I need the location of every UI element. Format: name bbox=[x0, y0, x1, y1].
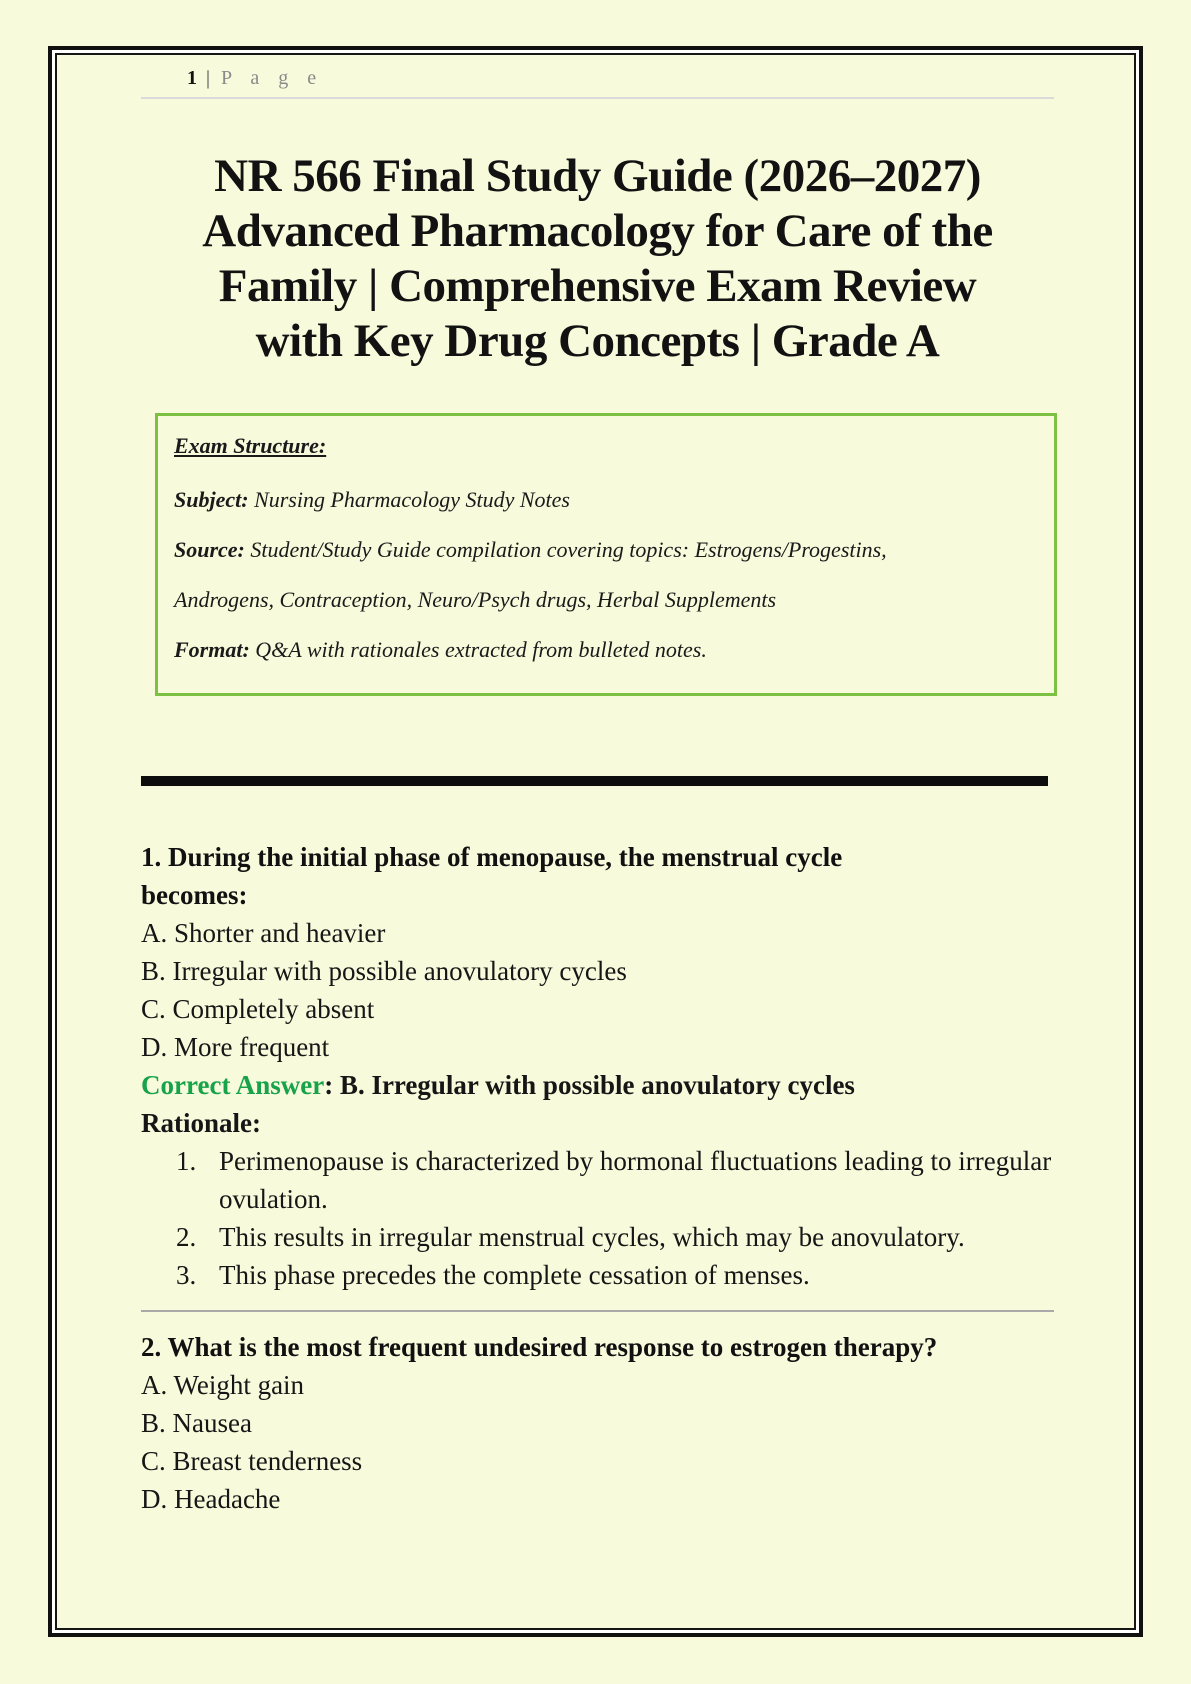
source-text-line-1: Student/Study Guide compilation covering topics: Estrogens/Progestins, bbox=[244, 537, 887, 562]
page-title-line-2: Advanced Pharmacology for Care of the bbox=[202, 205, 993, 257]
question-2-option-b: B. Nausea bbox=[141, 1408, 252, 1438]
exam-structure-box bbox=[155, 413, 1057, 696]
question-1-heading-line-2: becomes: bbox=[141, 880, 248, 910]
page-title bbox=[141, 149, 1054, 369]
question-2-heading: 2. What is the most frequent undesired response to estrogen therapy? bbox=[141, 1332, 938, 1362]
rationale-item-1: 1. Perimenopause is characterized by hormonal fluctuations leading to irregular ovulation. bbox=[203, 1142, 1054, 1218]
question-1-option-d: D. More frequent bbox=[141, 1032, 330, 1062]
subject-label: Subject: bbox=[174, 487, 249, 512]
format-label: Format: bbox=[174, 637, 250, 662]
thick-section-rule bbox=[141, 776, 1048, 786]
source-text-line-2: Androgens, Contraception, Neuro/Psych drugs, Herbal Supplements bbox=[174, 587, 777, 612]
page-frame-inner bbox=[55, 53, 1136, 1630]
question-divider bbox=[141, 1310, 1054, 1312]
page-header-separator: | bbox=[206, 67, 211, 89]
source-label: Source: bbox=[174, 537, 245, 562]
rationale-item-3: 3. This phase precedes the complete cessation of menses. bbox=[203, 1256, 1054, 1294]
exam-structure-format bbox=[174, 625, 1034, 675]
page-header bbox=[141, 67, 1054, 99]
question-1 bbox=[141, 838, 1054, 1294]
question-1-rationale-list bbox=[141, 1142, 1054, 1294]
exam-structure-source-line-1 bbox=[174, 525, 1034, 575]
question-1-rationale-heading: Rationale: bbox=[141, 1108, 261, 1138]
correct-answer-text: : B. Irregular with possible anovulatory cycles bbox=[324, 1070, 855, 1100]
question-1-heading-line-1: 1. During the initial phase of menopause, the menstrual cycle bbox=[141, 842, 843, 872]
question-1-option-b: B. Irregular with possible anovulatory cycles bbox=[141, 956, 627, 986]
subject-text: Nursing Pharmacology Study Notes bbox=[248, 487, 570, 512]
format-text: Q&A with rationales extracted from bulleted notes. bbox=[249, 637, 707, 662]
correct-answer-label: Correct Answer bbox=[141, 1070, 325, 1100]
question-2-option-d: D. Headache bbox=[141, 1484, 281, 1514]
question-1-option-c: C. Completely absent bbox=[141, 994, 375, 1024]
question-1-correct-answer-line bbox=[141, 1066, 1054, 1104]
exam-structure-subject bbox=[174, 475, 1034, 525]
question-2-option-a: A. Weight gain bbox=[141, 1370, 305, 1400]
exam-structure-source-line-2 bbox=[174, 575, 1034, 625]
question-2 bbox=[141, 1328, 1054, 1518]
page-title-line-3: Family | Comprehensive Exam Review bbox=[218, 260, 977, 312]
page-header-text bbox=[187, 67, 323, 89]
rationale-item-2: 2. This results in irregular menstrual cycles, which may be anovulatory. bbox=[203, 1218, 1054, 1256]
page-frame bbox=[48, 46, 1143, 1637]
page-word: P a g e bbox=[221, 67, 324, 89]
page-title-line-4: with Key Drug Concepts | Grade A bbox=[255, 315, 940, 367]
page-number: 1 bbox=[187, 67, 199, 89]
question-2-option-c: C. Breast tenderness bbox=[141, 1446, 363, 1476]
question-1-option-a: A. Shorter and heavier bbox=[141, 918, 386, 948]
exam-structure-heading: Exam Structure: bbox=[174, 433, 327, 458]
page-title-line-1: NR 566 Final Study Guide (2026–2027) bbox=[214, 150, 981, 202]
